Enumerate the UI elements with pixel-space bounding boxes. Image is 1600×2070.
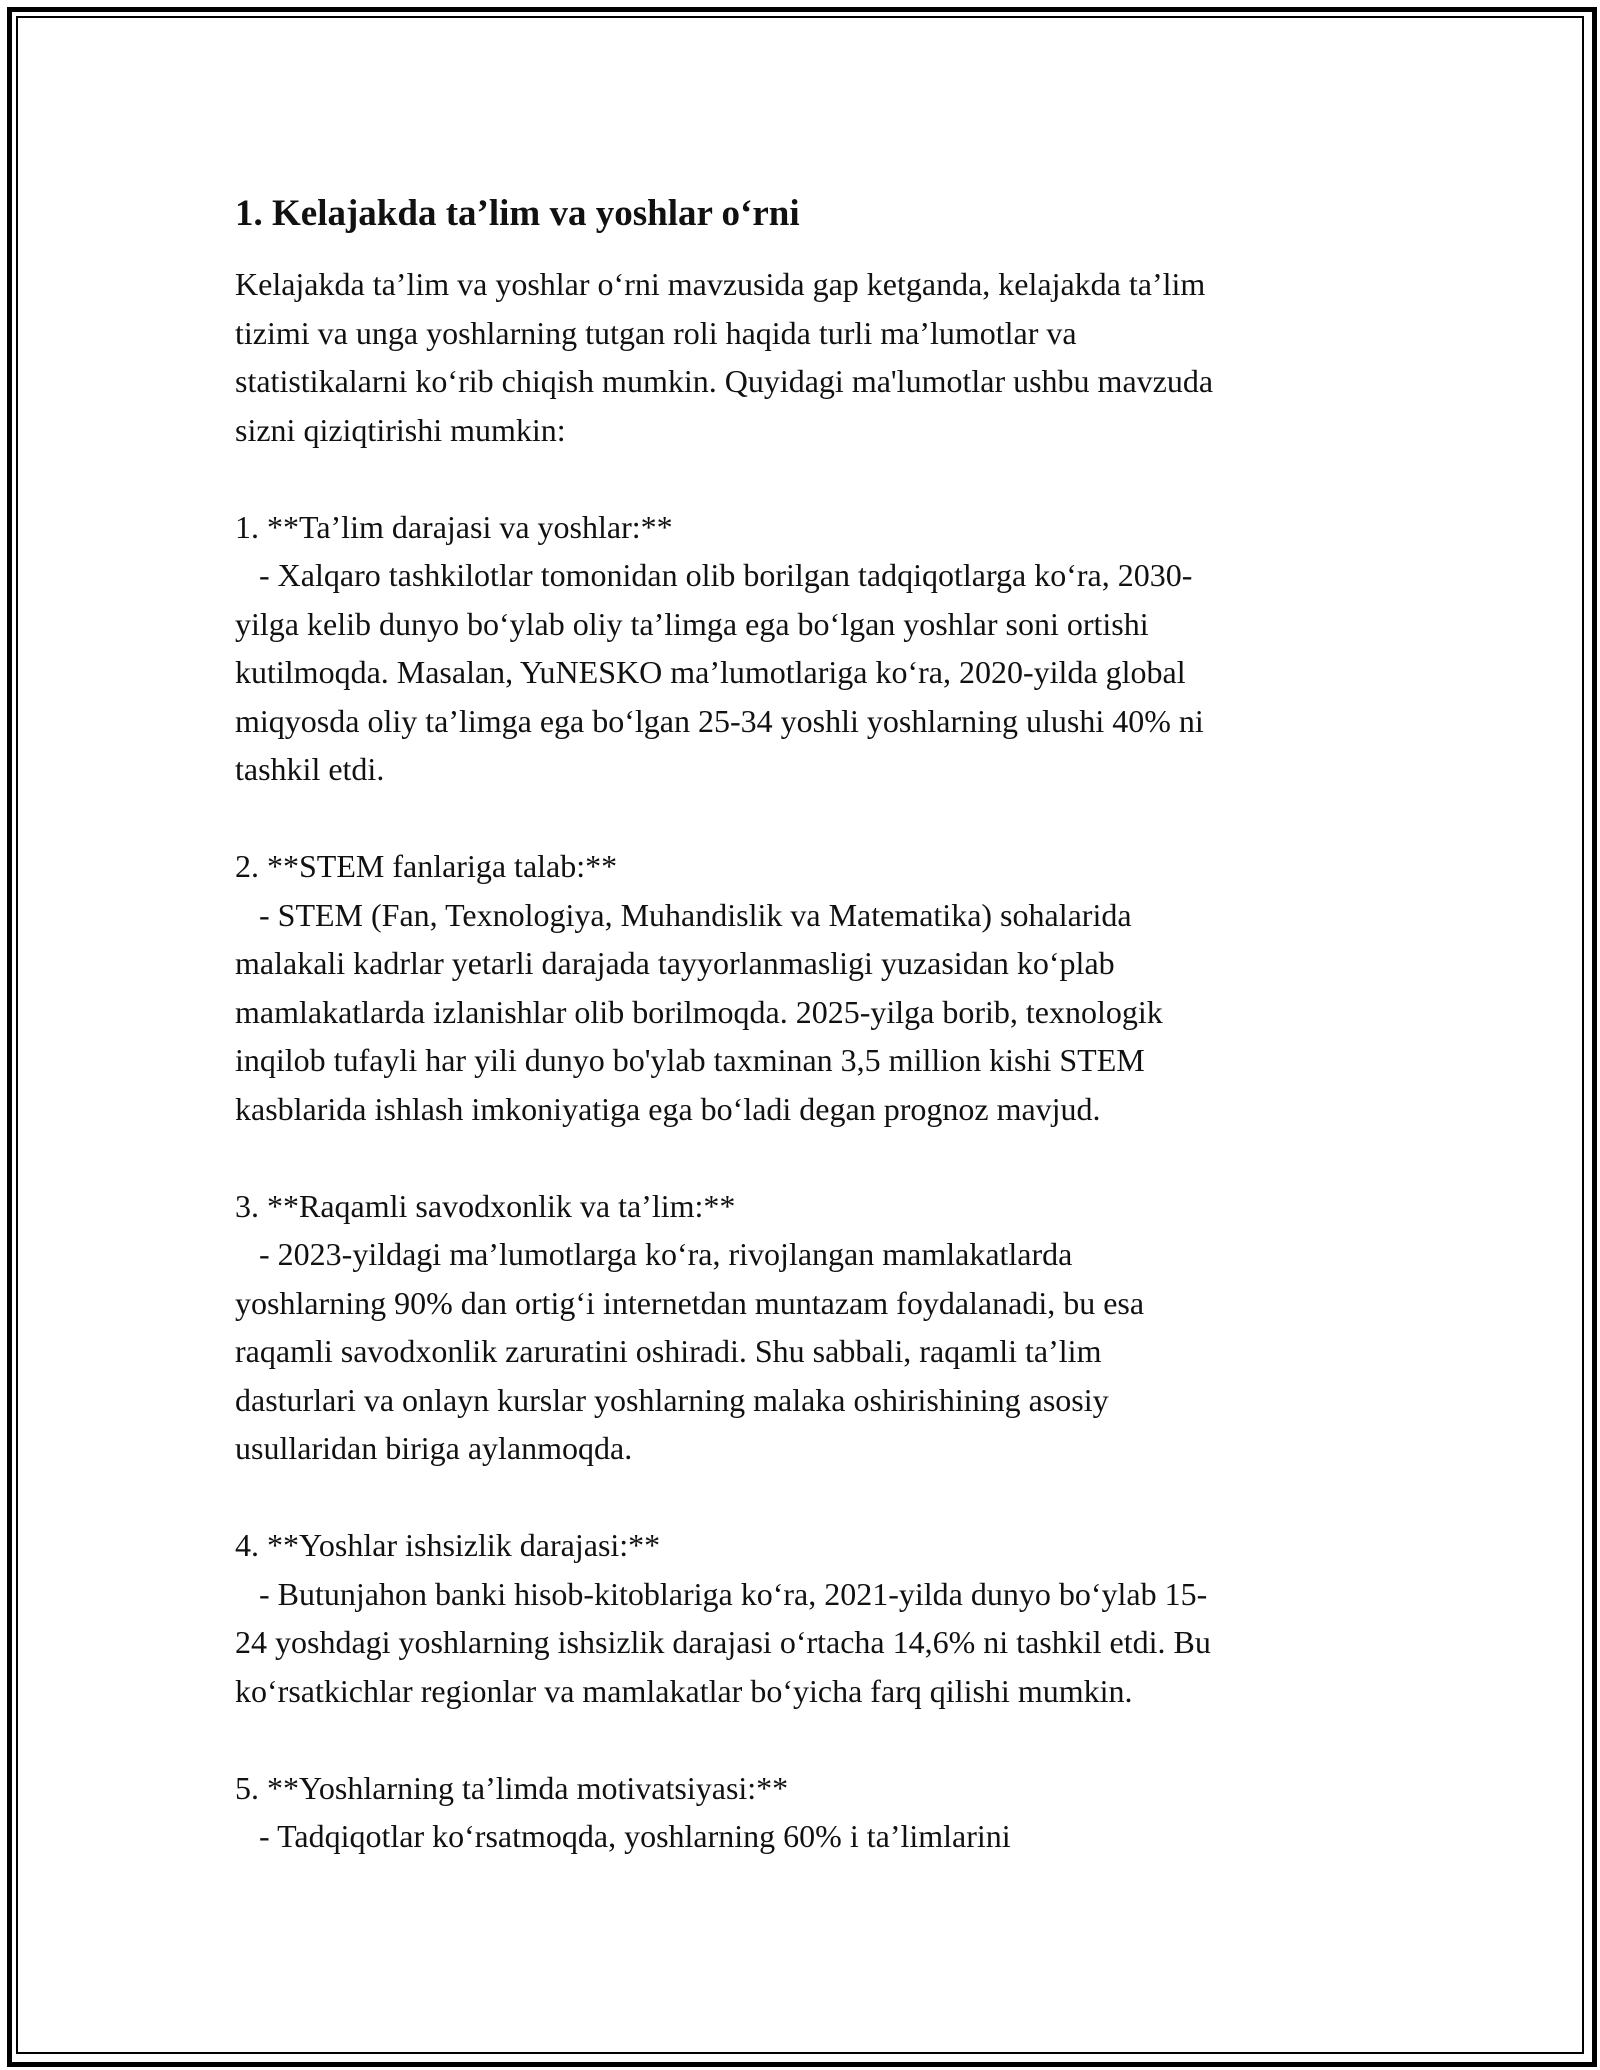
- section-heading: 1. Kelajakda ta’lim va yoshlar o‘rni: [235, 193, 800, 234]
- text-line: ko‘rsatkichlar regionlar va mamlakatlar bo‘yicha farq qilishi mumkin.: [235, 1672, 1133, 1709]
- list-item-youth-unemployment: [235, 1521, 1365, 1715]
- document-body: [235, 190, 1365, 1861]
- list-item-title: 4. **Yoshlar ishsizlik darajasi:**: [235, 1527, 661, 1563]
- text-line: sizni qiziqtirishi mumkin:: [235, 411, 566, 448]
- list-item-stem-demand: [235, 842, 1365, 1133]
- text-line: miqyosda oliy ta’limga ega bo‘lgan 25-34 yoshli yoshlarning ulushi 40% ni: [235, 702, 1204, 739]
- text-line: malakali kadrlar yetarli darajada tayyorlanmasligi yuzasidan ko‘plab: [235, 945, 1115, 981]
- text-line: - Butunjahon banki hisob-kitoblariga ko‘ra, 2021-yilda dunyo bo‘ylab 15-: [235, 1575, 1208, 1612]
- text-line: yoshlarning 90% dan ortig‘i internetdan muntazam foydalanadi, bu esa: [235, 1284, 1145, 1321]
- text-line: - STEM (Fan, Texnologiya, Muhandislik va Matematika) sohalarida: [235, 896, 1132, 933]
- text-line: dasturlari va onlayn kurslar yoshlarning malaka oshirishining asosiy: [235, 1381, 1109, 1418]
- list-item-title: 2. **STEM fanlariga talab:**: [235, 848, 618, 884]
- text-line: tizimi va unga yoshlarning tutgan roli haqida turli ma’lumotlar va: [235, 314, 1077, 351]
- text-line: - Tadqiqotlar ko‘rsatmoqda, yoshlarning 60% i ta’limlarini: [235, 1818, 1011, 1854]
- intro-paragraph: [235, 260, 1365, 454]
- list-item-title: 3. **Raqamli savodxonlik va ta’lim:**: [235, 1187, 736, 1224]
- text-line: Kelajakda ta’lim va yoshlar o‘rni mavzusida gap ketganda, kelajakda ta’lim: [235, 266, 1206, 302]
- text-line: raqamli savodxonlik zaruratini oshiradi. Shu sabbali, raqamli ta’lim: [235, 1333, 1102, 1369]
- text-line: kutilmoqda. Masalan, YuNESKO ma’lumotlariga ko‘ra, 2020-yilda global: [235, 654, 1186, 690]
- list-item-digital-literacy: [235, 1182, 1365, 1473]
- text-line: statistikalarni ko‘rib chiqish mumkin. Quyidagi ma'lumotlar ushbu mavzuda: [235, 363, 1214, 399]
- text-line: 24 yoshdagi yoshlarning ishsizlik darajasi o‘rtacha 14,6% ni tashkil etdi. Bu: [235, 1624, 1211, 1660]
- text-line: usullaridan biriga aylanmoqda.: [235, 1430, 633, 1466]
- text-line: mamlakatlarda izlanishlar olib borilmoqda. 2025-yilga borib, texnologik: [235, 993, 1163, 1030]
- text-line: - Xalqaro tashkilotlar tomonidan olib borilgan tadqiqotlarga ko‘ra, 2030-: [235, 557, 1193, 593]
- list-item-education-motivation: [235, 1764, 1365, 1861]
- text-line: yilga kelib dunyo bo‘ylab oliy ta’limga ega bo‘lgan yoshlar soni ortishi: [235, 605, 1149, 642]
- text-line: inqilob tufayli har yili dunyo bo'ylab taxminan 3,5 million kishi STEM: [235, 1042, 1145, 1078]
- list-item-title: 1. **Ta’lim darajasi va yoshlar:**: [235, 508, 673, 545]
- text-line: kasblarida ishlash imkoniyatiga ega bo‘ladi degan prognoz mavjud.: [235, 1090, 1101, 1127]
- list-item-title: 5. **Yoshlarning ta’limda motivatsiyasi:**: [235, 1769, 789, 1806]
- list-item-education-level: [235, 503, 1365, 794]
- text-line: tashkil etdi.: [235, 751, 385, 787]
- text-line: - 2023-yildagi ma’lumotlarga ko‘ra, rivojlangan mamlakatlarda: [235, 1236, 1073, 1272]
